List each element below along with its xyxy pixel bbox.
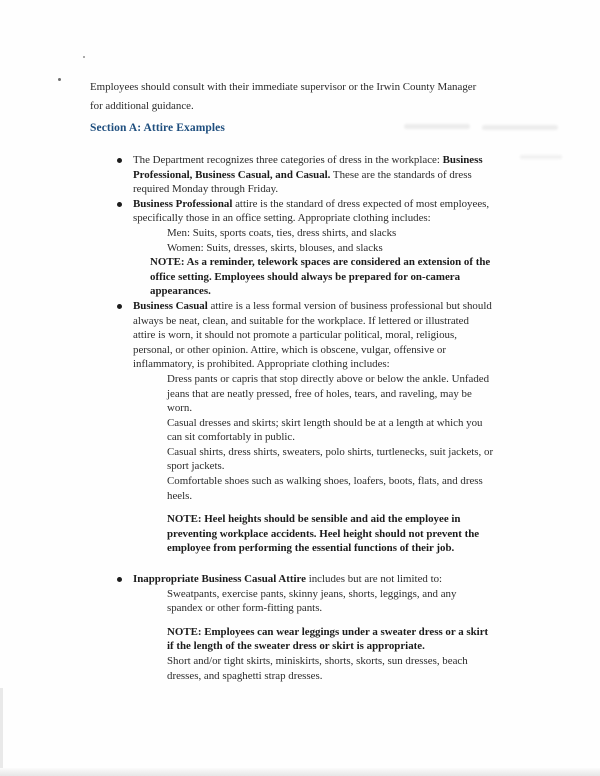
text-line: Women: Suits, dresses, skirts, blouses, and slacks (167, 241, 383, 254)
text-line: Comfortable shoes such as walking shoes, loafers, boots, flats, and dress (167, 475, 483, 488)
sub-item (133, 372, 526, 416)
text-line: NOTE: Heel heights should be sensible and aid the employee in (167, 513, 461, 526)
text-line: sport jackets. (167, 460, 225, 473)
sub-item (133, 445, 526, 474)
note-block (133, 625, 526, 654)
text-line: spandex or other form-fitting pants. (167, 602, 323, 615)
text-line: jeans that are neatly pressed, free of holes, tears, and raveling, may be (167, 387, 472, 400)
document-content (90, 78, 526, 683)
plain-text: inflammatory, is prohibited. Appropriate clothing includes: (133, 358, 390, 371)
text-line: Men: Suits, sports coats, ties, dress shirts, and slacks (167, 226, 397, 239)
bullet-item (90, 572, 526, 683)
text-line: appearances. (150, 285, 211, 298)
bullet-body (133, 299, 526, 556)
bullet-dot-icon (117, 202, 122, 207)
sub-item (133, 587, 526, 616)
sub-item (133, 474, 526, 503)
page-edge-left (0, 688, 3, 776)
sub-item (133, 226, 526, 255)
bullet-list (90, 153, 526, 683)
text-line (133, 328, 526, 343)
scan-smudge (520, 155, 562, 159)
page-edge-bottom (0, 768, 600, 776)
scan-speck-icon (58, 78, 61, 81)
text-line (133, 572, 526, 587)
plain-text: These are the standards of dress (330, 168, 472, 181)
bullet-item (90, 299, 526, 556)
plain-text: The Department recognizes three categories of dress in the workplace: (133, 154, 443, 166)
plain-text: personal, or other opinion. Attire, which is obscene, vulgar, offensive or (133, 343, 446, 356)
text-line: Casual shirts, dress shirts, sweaters, polo shirts, turtlenecks, suit jackets, or (167, 445, 494, 458)
text-line (133, 299, 526, 314)
text-line: if the length of the sweater dress or skirt is appropriate. (167, 640, 425, 653)
note-block (133, 512, 526, 556)
bullet-item (90, 153, 526, 197)
note-block (133, 255, 526, 299)
text-line: Employees should consult with their immediate supervisor or the Irwin County Manager (90, 81, 477, 93)
text-line (133, 211, 526, 226)
text-line: Sweatpants, exercise pants, skinny jeans, shorts, leggings, and any (167, 587, 457, 600)
text-line (133, 182, 526, 197)
bullet-body (133, 153, 526, 197)
sub-item (133, 654, 526, 683)
bold-text: Professional, Business Casual, and Casual. (133, 168, 331, 181)
plain-text: includes but are not limited to: (305, 573, 443, 586)
scan-speck-icon (83, 56, 85, 58)
plain-text: attire is worn, it should not promote a particular political, moral, religious, (133, 329, 457, 342)
bold-text: Business (442, 154, 483, 166)
text-line: dresses, and spaghetti strap dresses. (167, 669, 323, 682)
plain-text: attire is the standard of dress expected of most employees, (232, 197, 490, 210)
text-line (133, 168, 526, 183)
bullet-dot-icon (117, 577, 122, 582)
bold-text: Inappropriate Business Casual Attire (133, 573, 306, 586)
text-line: NOTE: Employees can wear leggings under a sweater dress or a skirt (167, 625, 489, 638)
text-line (133, 314, 526, 329)
text-line: heels. (167, 489, 193, 502)
text-line: employee from performing the essential functions of their job. (167, 542, 455, 555)
plain-text: attire is a less formal version of business professional but should (207, 299, 492, 312)
text-line (133, 357, 526, 372)
intro-paragraph (90, 78, 526, 116)
bold-text: Business Professional (133, 197, 233, 210)
text-line: Casual dresses and skirts; skirt length should be at a length at which you (167, 416, 483, 429)
text-line: can sit comfortably in public. (167, 431, 295, 444)
bullet-item (90, 197, 526, 299)
text-line: Short and/or tight skirts, miniskirts, shorts, skorts, sun dresses, beach (167, 655, 468, 667)
bullet-dot-icon (117, 158, 122, 163)
text-line: preventing workplace accidents. Heel height should not prevent the (167, 527, 480, 540)
plain-text: always be neat, clean, and suitable for the workplace. If lettered or illustrated (133, 314, 469, 327)
text-line: worn. (167, 402, 193, 415)
text-line: for additional guidance. (90, 100, 194, 112)
sub-item (133, 416, 526, 445)
text-line: NOTE: As a reminder, telework spaces are considered an extension of the (150, 256, 491, 269)
text-line: Dress pants or capris that stop directly above or below the ankle. Unfaded (167, 372, 490, 385)
plain-text: required Monday through Friday. (133, 183, 279, 196)
text-line: office setting. Employees should always be prepared for on-camera (150, 270, 461, 283)
text-line (133, 343, 526, 358)
bold-text: Business Casual (133, 299, 208, 312)
plain-text: specifically those in an office setting. Appropriate clothing includes: (133, 212, 431, 225)
text-line (133, 153, 526, 168)
text-line (133, 197, 526, 212)
bullet-body (133, 572, 526, 683)
bullet-dot-icon (117, 304, 122, 309)
bullet-body (133, 197, 526, 299)
section-heading: Section A: Attire Examples (90, 122, 225, 134)
